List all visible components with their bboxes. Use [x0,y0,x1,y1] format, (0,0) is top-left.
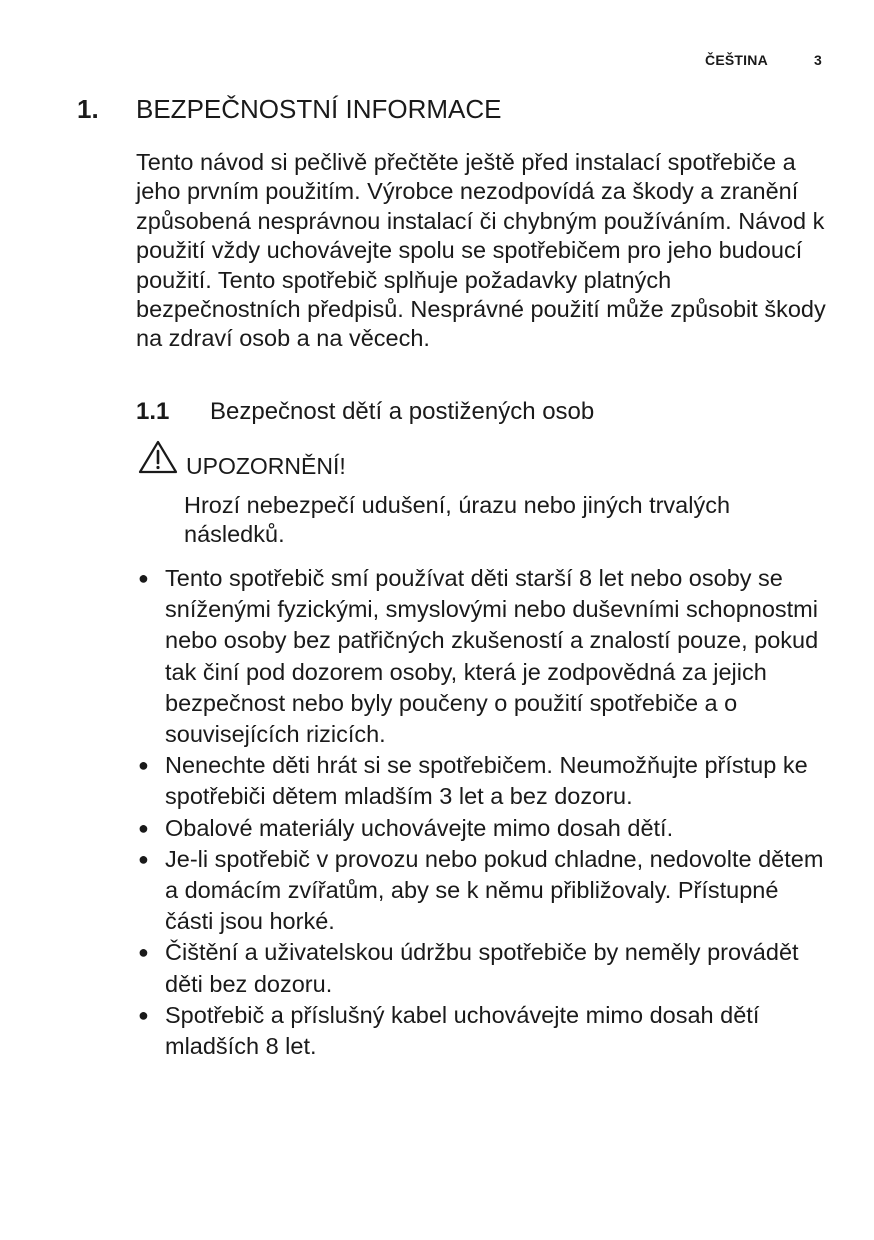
list-item-text: Spotřebič a příslušný kabel uchovávejte mimo dosah dětí mladších 8 let. [165,1001,760,1060]
page-header [705,52,822,68]
list-item-text: Tento spotřebič smí používat děti starší 8 let nebo osoby se sníženými fyzickými, smyslovými nebo duševními schopnostmi nebo osoby bez patřičných zkušeností a znalostí pouze, pokud tak činí pod dozorem osoby, která je zodpovědná za jejich bezpečnost nebo byly poučeny o použití spotřebiče a o souvisejících rizicích. [165,565,819,748]
warning-triangle-icon [138,440,178,474]
subsection-title: Bezpečnost dětí a postižených osob [210,398,595,425]
section-number: 1. [77,94,99,124]
bullet-dot: ● [138,1004,149,1025]
list-item-text: Je-li spotřebič v provozu nebo pokud chladne, nedovolte dětem a domácím zvířatům, aby se k němu přibližovaly. Přístupné části jsou horké. [165,845,824,935]
bullet-dot: ● [138,848,149,869]
list-item [135,844,825,938]
section-title: BEZPEČNOSTNÍ INFORMACE [136,94,502,124]
warning-title: UPOZORNĚNÍ! [186,453,346,479]
list-item [135,937,825,999]
bullet-dot: ● [138,817,149,838]
list-item-text: Čištění a uživatelskou údržbu spotřebiče by neměly provádět děti bez dozoru. [165,939,799,997]
list-item-text: Obalové materiály uchovávejte mimo dosah dětí. [165,814,674,841]
page-number: 3 [814,52,822,68]
bullet-dot: ● [138,942,149,963]
list-item [135,813,825,844]
intro-paragraph: Tento návod si pečlivě přečtěte ještě před instalací spotřebiče a jeho prvním použitím. Výrobce nezodpovídá za škody a zranění způsobená nesprávnou instalací či chybným používáním. Návod k použití vždy uchovávejte spolu se spotřebičem pro jeho budoucí použití. Tento spotřebič splňuje požadavky platných bezpečnostních předpisů. Nesprávné použití může způsobit škody na zdraví osob a na věcech. [136,149,826,352]
safety-bullet-list [135,563,825,1062]
warning-text: Hrozí nebezpečí udušení, úrazu nebo jiných trvalých následků. [184,492,731,548]
list-item [135,563,825,750]
bullet-dot: ● [138,568,149,588]
list-item-text: Nenechte děti hrát si se spotřebičem. Neumožňujte přístup ke spotřebiči dětem mladším 3 let a bez dozoru. [165,752,808,810]
language-label: ČEŠTINA [705,52,768,68]
list-item [135,750,825,812]
bullet-dot: ● [138,755,149,776]
list-item [135,1000,825,1062]
subsection-number: 1.1 [136,398,170,425]
